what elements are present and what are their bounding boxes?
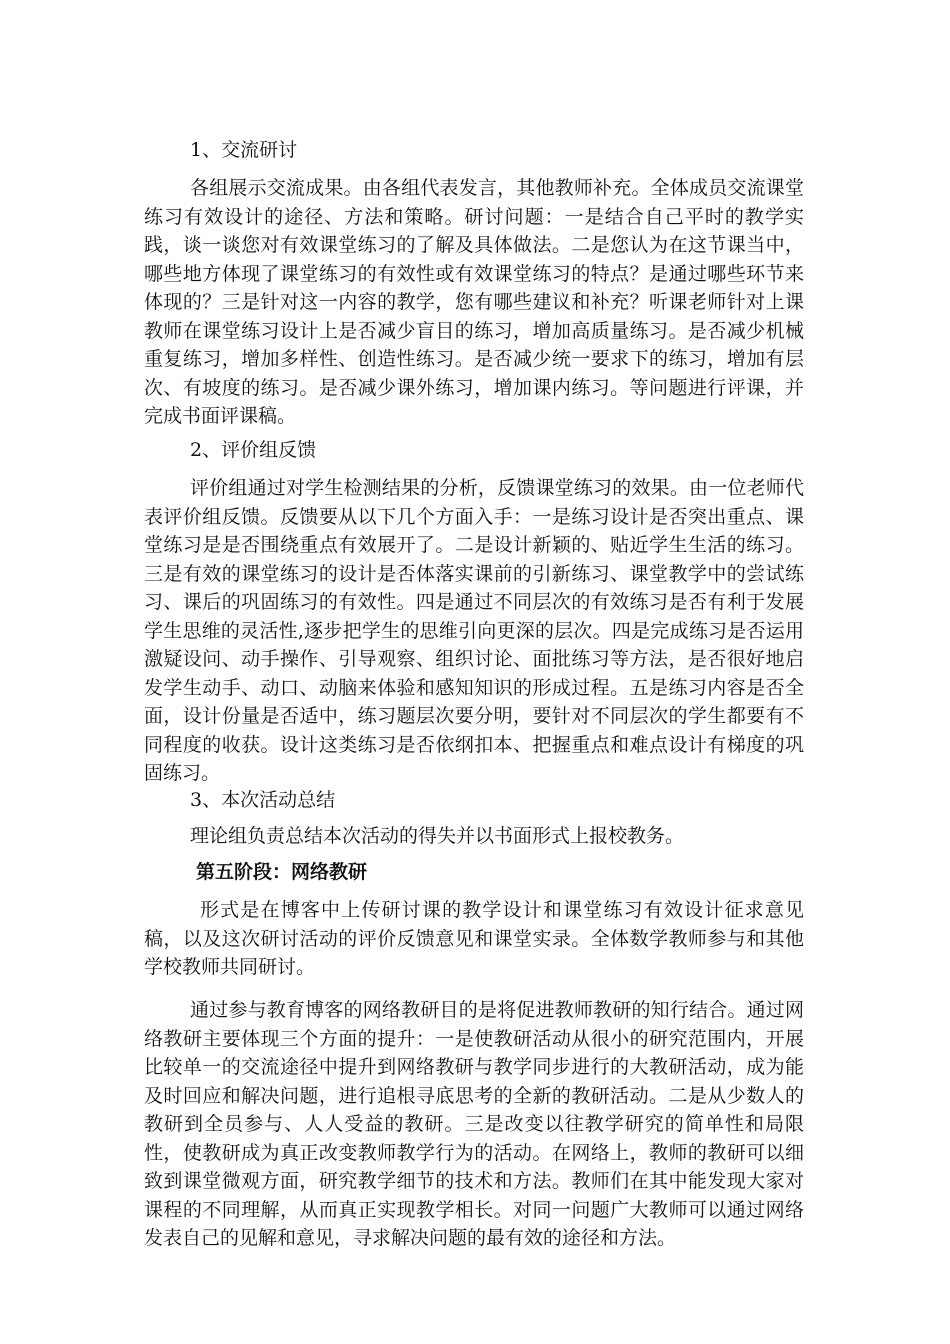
section-heading-exchange: 1、交流研讨 [190, 139, 298, 161]
section-heading-summary: 3、本次活动总结 [190, 789, 336, 811]
stage-title: 第五阶段：网络教研 [196, 861, 368, 883]
paragraph-feedback: 评价组通过对学生检测结果的分析，反馈课堂练习的效果。由一位老师代表评价组反馈。反馈要从以下几个方面入手：一是练习设计是否突出重点、课堂练习是是否围绕重点有效展开了。二是设计新颖的、贴近学生生活的练习。三是有效的课堂练习的设计是否体落实课前的引新练习、课堂教学中的尝试练习、课后的巩固练习的有效性。四是通过不同层次的有效练习是否有利于发展学生思维的灵活性,逐步把学生的思维引向更深的层次。四是完成练习是否运用激疑设问、动手操作、引导观察、组织讨论、面批练习等方法，是否很好地启发学生动手、动口、动脑来体验和感知知识的形成过程。五是练习内容是否全面，设计份量是否适中，练习题层次要分明，要针对不同层次的学生都要有不同程度的收获。设计这类练习是否依纲扣本、把握重点和难点设计有梯度的巩固练习。 [144, 477, 804, 784]
section-heading-feedback: 2、评价组反馈 [190, 439, 317, 461]
paragraph-exchange: 各组展示交流成果。由各组代表发言，其他教师补充。全体成员交流课堂练习有效设计的途径、方法和策略。研讨问题：一是结合自己平时的教学实践，谈一谈您对有效课堂练习的了解及具体做法。二是您认为在这节课当中，哪些地方体现了课堂练习的有效性或有效课堂练习的特点？是通过哪些环节来体现的？三是针对这一内容的教学，您有哪些建议和补充？听课老师针对上课教师在课堂练习设计上是否减少盲目的练习，增加高质量练习。是否减少机械重复练习，增加多样性、创造性练习。是否减少统一要求下的练习，增加有层次、有坡度的练习。是否减少课外练习，增加课内练习。等问题进行评课，并完成书面评课稿。 [144, 177, 804, 427]
paragraph-network-purpose: 通过参与教育博客的网络教研目的是将促进教师教研的知行结合。通过网络教研主要体现三个方面的提升：一是使教研活动从很小的研究范围内，开展比较单一的交流途径中提升到网络教研与教学同步进行的大教研活动，成为能及时回应和解决问题，进行追根寻底思考的全新的教研活动。二是从少数人的教研到全员参与、人人受益的教研。三是改变以往教学研究的简单性和局限性，使教研成为真正改变教师教学行为的活动。在网络上，教师的教研可以细致到课堂微观方面，研究教学细节的技术和方法。教师们在其中能发现大家对课程的不同理解，从而真正实现教学相长。对同一问题广大教师可以通过网络发表自己的见解和意见，寻求解决问题的最有效的途径和方法。 [144, 999, 804, 1249]
paragraph-network-form: 形式是在博客中上传研讨课的教学设计和课堂练习有效设计征求意见稿，以及这次研讨活动的评价反馈意见和课堂实录。全体数学教师参与和其他学校教师共同研讨。 [144, 899, 804, 978]
paragraph-summary: 理论组负责总结本次活动的得失并以书面形式上报校教务。 [190, 825, 685, 847]
